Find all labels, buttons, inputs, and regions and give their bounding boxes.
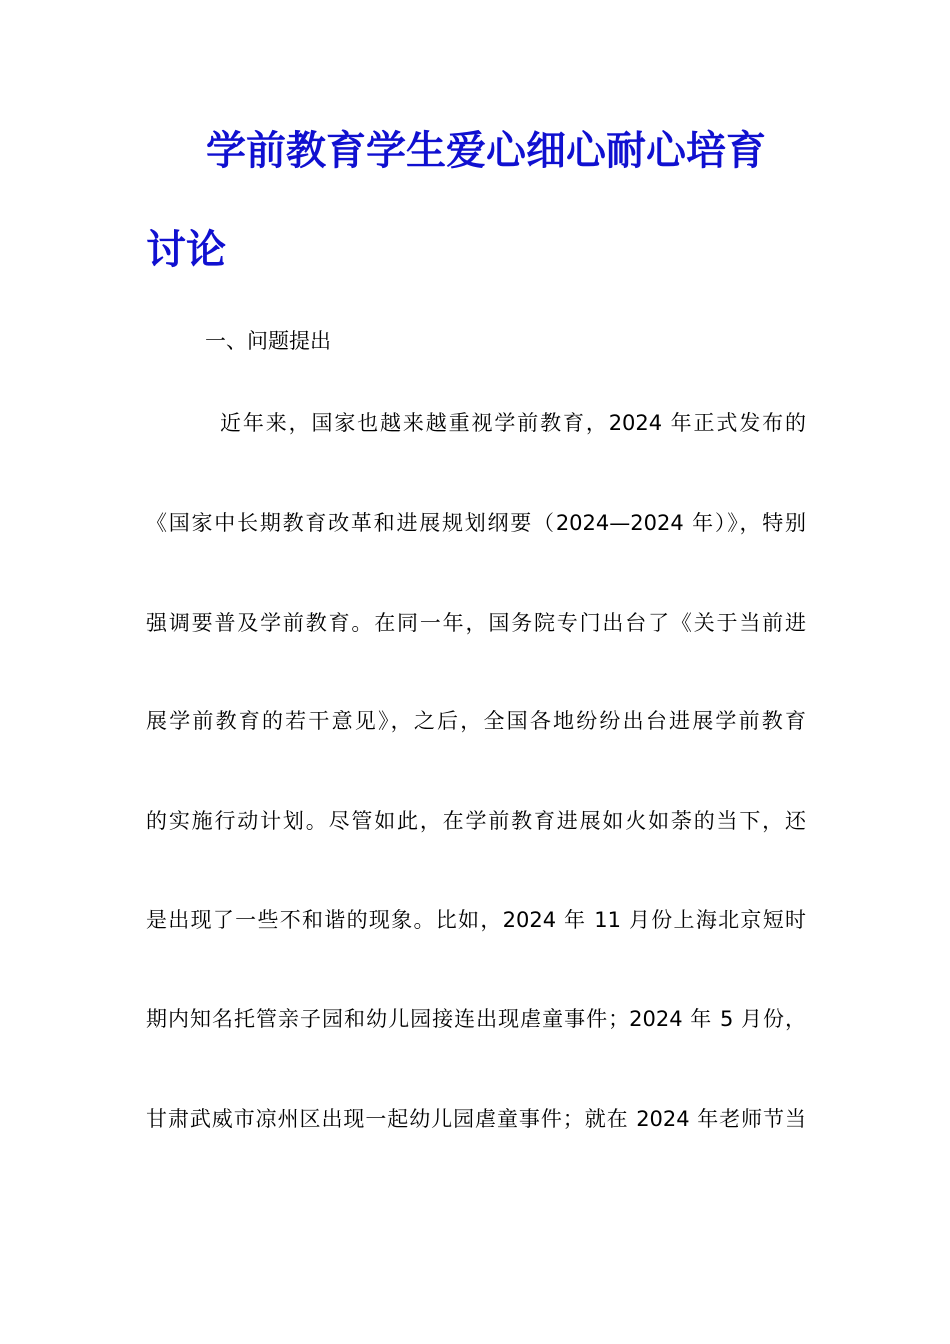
paragraph-line-8: 甘肃武威市凉州区出现一起幼儿园虐童事件；就在 2024 年老师节当 — [146, 1107, 806, 1131]
paragraph-line-2: 《国家中长期教育改革和进展规划纲要（2024—2024 年）》，特别 — [146, 511, 806, 535]
paragraph-line-1: 近年来，国家也越来越重视学前教育，2024 年正式发布的 — [220, 411, 806, 435]
section-heading: 一、问题提出 — [205, 329, 331, 353]
paragraph-line-7: 期内知名托管亲子园和幼儿园接连出现虐童事件；2024 年 5 月份， — [146, 1007, 806, 1031]
document-title-line-1: 学前教育学生爱心细心耐心培育 — [206, 128, 766, 174]
paragraph-line-5: 的实施行动计划。尽管如此，在学前教育进展如火如荼的当下，还 — [146, 809, 806, 833]
paragraph-line-3: 强调要普及学前教育。在同一年，国务院专门出台了《关于当前进 — [146, 611, 806, 635]
paragraph-line-4: 展学前教育的若干意见》，之后，全国各地纷纷出台进展学前教育 — [146, 709, 806, 733]
paragraph-line-6: 是出现了一些不和谐的现象。比如，2024 年 11 月份上海北京短时 — [146, 908, 806, 932]
document-title-line-2: 讨论 — [146, 227, 226, 273]
